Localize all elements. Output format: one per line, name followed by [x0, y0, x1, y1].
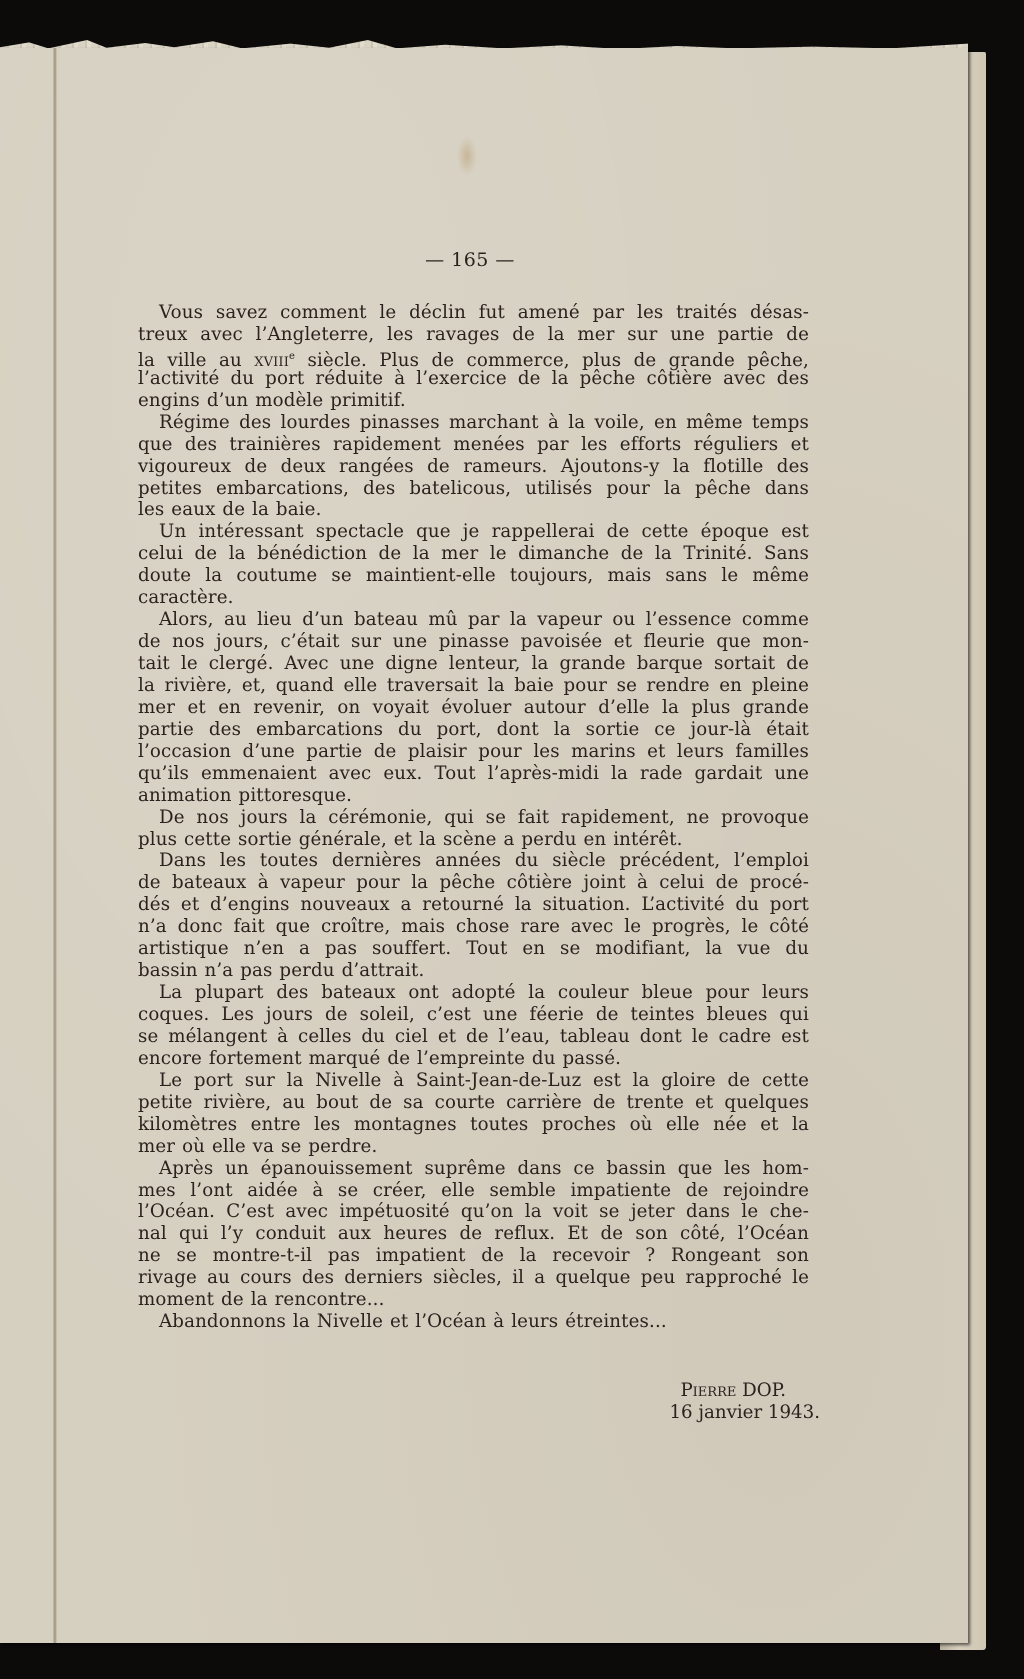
text-line: l’activité du port réduite à l’exercice de la pêche côtière avec des	[138, 367, 809, 389]
text-line: caractère.	[138, 587, 234, 609]
body-text	[138, 302, 809, 1333]
text-line: de bateaux à vapeur pour la pêche côtière joint à celui de procé-	[138, 872, 809, 894]
text-line: bassin n’a pas perdu d’attrait.	[138, 960, 425, 982]
text-line: De nos jours la cérémonie, qui se fait rapidement, ne provoque	[159, 806, 809, 828]
century-numeral: xviii	[254, 349, 290, 371]
text-line: se mélangent à celles du ciel et de l’eau, tableau dont le cadre est	[138, 1025, 809, 1047]
text-line: celui de la bénédiction de la mer le dimanche de la Trinité. Sans	[138, 543, 809, 565]
text-line: engins d’un modèle primitif.	[138, 389, 406, 411]
text-segment: siècle. Plus de commerce, plus de grande pêche,	[295, 349, 809, 371]
text-segment: la ville au	[138, 349, 255, 371]
author-name	[560, 1380, 820, 1402]
text-line	[138, 346, 809, 371]
text-line: mer et en revenir, on voyait évoluer autour d’elle la plus grande	[138, 696, 809, 718]
text-line: petite rivière, au bout de sa courte carrière de trente et quelques	[138, 1091, 809, 1113]
paragraph	[138, 982, 809, 1070]
text-line: plus cette sortie générale, et la scène a perdu en intérêt.	[138, 828, 683, 850]
text-line: La plupart des bateaux ont adopté la couleur bleue pour leurs	[159, 982, 809, 1004]
signature-date: 16 janvier 1943.	[669, 1402, 820, 1423]
author-last-name: DOP.	[742, 1380, 786, 1401]
author-first-name: Pierre	[680, 1380, 737, 1401]
text-line: les eaux de la baie.	[138, 499, 322, 521]
paragraph	[138, 609, 809, 806]
paragraph	[138, 302, 809, 412]
paragraph	[138, 850, 809, 982]
text-line: partie des embarcations du port, dont la sortie ce jour-là était	[138, 718, 809, 740]
text-line: moment de la rencontre...	[138, 1289, 385, 1311]
text-line: Dans les toutes dernières années du siècle précédent, l’emploi	[159, 850, 809, 872]
paper-stain	[457, 136, 477, 176]
text-line: encore fortement marqué de l’empreinte du passé.	[138, 1047, 622, 1069]
paragraph	[138, 412, 809, 522]
paragraph	[138, 1158, 809, 1312]
signature-block	[560, 1380, 820, 1424]
text-line: Régime des lourdes pinasses marchant à la voile, en même temps	[159, 411, 809, 433]
text-line: l’occasion d’une partie de plaisir pour les marins et leurs familles	[138, 740, 809, 762]
text-line: doute la coutume se maintient-elle toujours, mais sans le même	[138, 565, 809, 587]
text-line: la rivière, et, quand elle traversait la baie pour se rendre en pleine	[138, 674, 809, 696]
text-line: kilomètres entre les montagnes toutes proches où elle née et la	[138, 1113, 809, 1135]
paragraph	[138, 807, 809, 851]
text-line: tait le clergé. Avec une digne lenteur, la grande barque sortait de	[138, 653, 809, 674]
page-number: — 165 —	[425, 249, 515, 271]
text-line: nal qui l’y conduit aux heures de reflux. Et de son côté, l’Océan	[138, 1223, 809, 1245]
text-line: rivage au cours des derniers siècles, il a quelque peu rapproché le	[138, 1267, 809, 1289]
text-line: Abandonnons la Nivelle et l’Océan à leurs étreintes...	[159, 1311, 667, 1333]
text-line: mer où elle va se perdre.	[138, 1135, 378, 1157]
spine-fold	[53, 48, 57, 1643]
text-line: n’a donc fait que croître, mais chose rare avec le progrès, le côté	[138, 916, 809, 938]
paragraph	[138, 521, 809, 609]
text-line: artistique n’en a pas souffert. Tout en se modifiant, la vue du	[138, 938, 809, 960]
text-line: Vous savez comment le déclin fut amené par les traités désas-	[159, 302, 809, 323]
text-line: de nos jours, c’était sur une pinasse pavoisée et fleurie que mon-	[138, 631, 809, 653]
text-line: Alors, au lieu d’un bateau mû par la vapeur ou l’essence comme	[159, 609, 809, 631]
text-line: mes l’ont aidée à se créer, elle semble impatiente de rejoindre	[138, 1179, 809, 1201]
text-line: l’Océan. C’est avec impétuosité qu’on la voit se jeter dans le che-	[138, 1201, 809, 1223]
text-line: treux avec l’Angleterre, les ravages de la mer sur une partie de	[138, 323, 809, 345]
text-line: coques. Les jours de soleil, c’est une féerie de teintes bleues qui	[138, 1004, 809, 1025]
text-line: dés et d’engins nouveaux a retourné la situation. L’activité du port	[138, 894, 809, 916]
text-line: petites embarcations, des batelicous, utilisés pour la pêche dans	[138, 477, 809, 499]
text-line: ne se montre-t-il pas impatient de la recevoir ? Rongeant son	[138, 1245, 809, 1267]
text-line: Un intéressant spectacle que je rappellerai de cette époque est	[159, 521, 809, 543]
text-line: que des trainières rapidement menées par les efforts réguliers et	[138, 433, 809, 455]
text-line: qu’ils emmenaient avec eux. Tout l’après-midi la rade gardait une	[138, 762, 809, 784]
paragraph	[138, 1070, 809, 1158]
text-line: vigoureux de deux rangées de rameurs. Ajoutons-y la flotille des	[138, 455, 809, 477]
text-line: Après un épanouissement suprême dans ce bassin que les hom-	[159, 1157, 809, 1179]
paragraph	[138, 1311, 809, 1333]
ordinal-superscript: e	[289, 350, 296, 362]
text-line: Le port sur la Nivelle à Saint-Jean-de-Luz est la gloire de cette	[159, 1069, 809, 1091]
text-line: animation pittoresque.	[138, 784, 353, 806]
